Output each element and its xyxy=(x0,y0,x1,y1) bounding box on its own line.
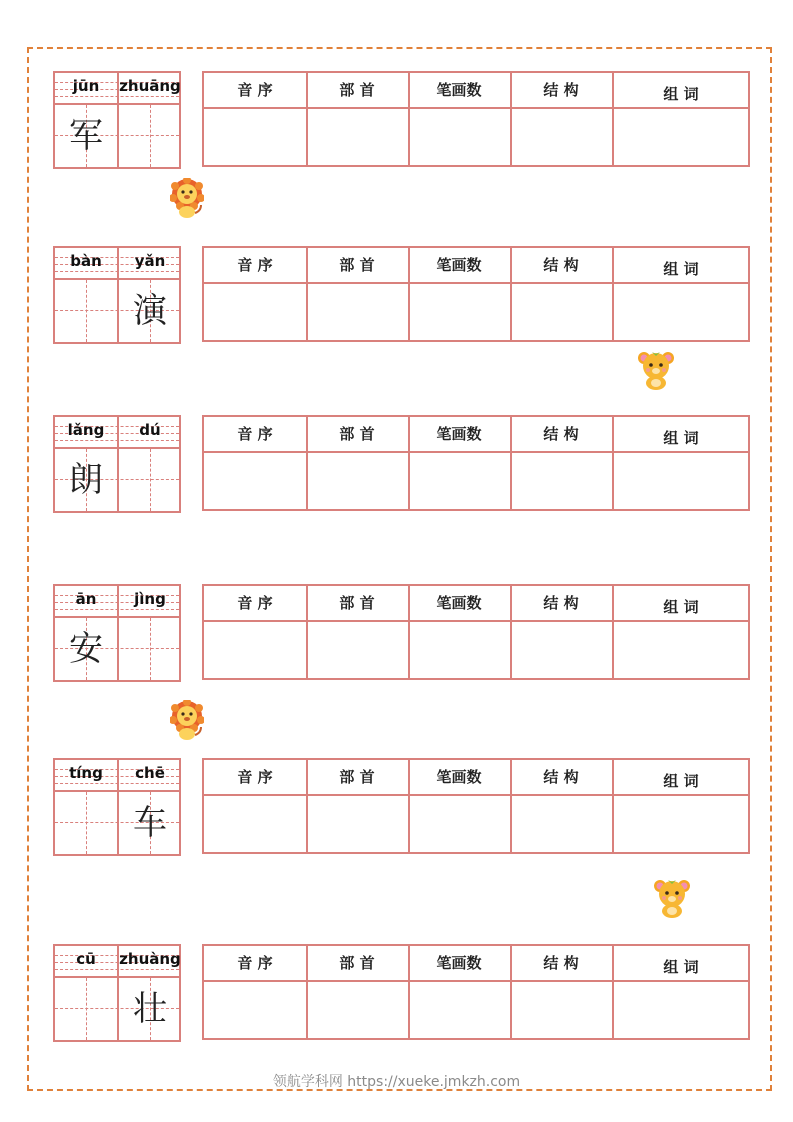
pinyin-label: zhuàng xyxy=(119,950,181,968)
character-cell[interactable]: 安 xyxy=(69,629,103,669)
table-header-cell: 音 序 xyxy=(237,594,273,612)
answer-cell[interactable] xyxy=(308,796,408,852)
bear-icon xyxy=(652,878,692,918)
table-header-cell: 组 词 xyxy=(663,85,699,103)
pinyin-label: jūn xyxy=(72,77,100,95)
grid-guide-vertical xyxy=(86,792,87,854)
answer-cell[interactable] xyxy=(614,982,750,1038)
answer-cell[interactable] xyxy=(308,284,408,340)
table-header-cell: 部 首 xyxy=(339,954,375,972)
table-header-row xyxy=(204,760,748,796)
pinyin-row xyxy=(55,946,179,978)
table-header-cell: 笔画数 xyxy=(436,954,482,972)
answer-cell[interactable] xyxy=(308,622,408,678)
answer-cell[interactable] xyxy=(410,453,510,509)
answer-cell[interactable] xyxy=(410,622,510,678)
tianzige-box xyxy=(53,944,181,1042)
pinyin-label: lǎng xyxy=(67,421,105,439)
table-header-cell: 部 首 xyxy=(339,81,375,99)
character-row xyxy=(0,584,793,684)
tianzige-box xyxy=(53,758,181,856)
table-header-cell: 音 序 xyxy=(237,425,273,443)
pinyin-label: ān xyxy=(75,590,97,608)
table-header-cell: 笔画数 xyxy=(436,81,482,99)
table-header-cell: 结 构 xyxy=(543,954,579,972)
table-header-cell: 结 构 xyxy=(543,425,579,443)
table-header-cell: 组 词 xyxy=(663,429,699,447)
table-header-cell: 笔画数 xyxy=(436,425,482,443)
cell-divider xyxy=(117,449,119,511)
answer-cell[interactable] xyxy=(512,109,612,165)
pinyin-label: yǎn xyxy=(134,252,166,270)
table-header-cell: 结 构 xyxy=(543,81,579,99)
table-header-cell: 部 首 xyxy=(339,425,375,443)
pinyin-row xyxy=(55,73,179,105)
table-header-cell: 部 首 xyxy=(339,256,375,274)
table-header-cell: 组 词 xyxy=(663,958,699,976)
table-header-cell: 音 序 xyxy=(237,81,273,99)
table-header-cell: 笔画数 xyxy=(436,768,482,786)
pinyin-label: dú xyxy=(139,421,161,439)
grid-guide-vertical xyxy=(86,978,87,1040)
tianzige-box xyxy=(53,584,181,682)
character-cells xyxy=(55,105,179,167)
tianzige-box xyxy=(53,71,181,169)
footer-watermark: 领航学科网 https://xueke.jmkzh.com xyxy=(272,1074,521,1090)
character-info-table xyxy=(202,246,750,342)
table-header-cell: 音 序 xyxy=(237,768,273,786)
answer-cell[interactable] xyxy=(614,453,750,509)
table-header-cell: 音 序 xyxy=(237,256,273,274)
answer-cell[interactable] xyxy=(614,109,750,165)
table-header-cell: 组 词 xyxy=(663,772,699,790)
answer-cell[interactable] xyxy=(410,982,510,1038)
table-header-row xyxy=(204,417,748,453)
pinyin-label: bàn xyxy=(70,252,102,270)
answer-cell[interactable] xyxy=(308,109,408,165)
answer-cell[interactable] xyxy=(614,284,750,340)
answer-cell[interactable] xyxy=(614,796,750,852)
character-cells xyxy=(55,280,179,342)
table-header-cell: 组 词 xyxy=(663,260,699,278)
table-header-row xyxy=(204,586,748,622)
answer-cell[interactable] xyxy=(308,982,408,1038)
character-cells xyxy=(55,978,179,1040)
character-cell[interactable]: 军 xyxy=(69,116,103,156)
table-header-cell: 部 首 xyxy=(339,768,375,786)
character-info-table xyxy=(202,584,750,680)
answer-cell[interactable] xyxy=(206,622,306,678)
cell-divider xyxy=(117,618,119,680)
answer-cell[interactable] xyxy=(410,284,510,340)
table-header-cell: 笔画数 xyxy=(436,256,482,274)
pinyin-label: tíng xyxy=(69,764,103,782)
character-row xyxy=(0,415,793,515)
pinyin-row xyxy=(55,586,179,618)
grid-guide-vertical xyxy=(86,280,87,342)
table-header-cell: 音 序 xyxy=(237,954,273,972)
character-row xyxy=(0,758,793,858)
character-row xyxy=(0,71,793,171)
character-row xyxy=(0,246,793,346)
character-cells xyxy=(55,792,179,854)
cell-divider xyxy=(117,105,119,167)
grid-guide-vertical xyxy=(150,105,151,167)
character-cell[interactable]: 演 xyxy=(133,291,167,331)
character-cells xyxy=(55,618,179,680)
bear-icon xyxy=(636,350,676,390)
answer-cell[interactable] xyxy=(410,109,510,165)
table-header-cell: 组 词 xyxy=(663,598,699,616)
lion-icon xyxy=(170,178,204,218)
grid-guide-vertical xyxy=(150,449,151,511)
answer-cell[interactable] xyxy=(512,622,612,678)
answer-cell[interactable] xyxy=(512,982,612,1038)
answer-cell[interactable] xyxy=(512,796,612,852)
grid-guide-vertical xyxy=(150,618,151,680)
pinyin-label: cū xyxy=(76,950,96,968)
table-header-row xyxy=(204,248,748,284)
character-info-table xyxy=(202,944,750,1040)
table-header-row xyxy=(204,73,748,109)
tianzige-box xyxy=(53,415,181,513)
answer-cell[interactable] xyxy=(206,109,306,165)
answer-cell[interactable] xyxy=(614,622,750,678)
table-header-cell: 笔画数 xyxy=(436,594,482,612)
pinyin-label: zhuāng xyxy=(119,77,181,95)
pinyin-row xyxy=(55,248,179,280)
answer-cell[interactable] xyxy=(206,796,306,852)
character-info-table xyxy=(202,71,750,167)
pinyin-row xyxy=(55,417,179,449)
character-cell[interactable]: 壮 xyxy=(133,989,167,1029)
character-cell[interactable]: 朗 xyxy=(69,460,103,500)
pinyin-label: jìng xyxy=(134,590,166,608)
table-header-row xyxy=(204,946,748,982)
answer-cell[interactable] xyxy=(206,982,306,1038)
table-header-cell: 结 构 xyxy=(543,594,579,612)
character-row xyxy=(0,944,793,1044)
pinyin-row xyxy=(55,760,179,792)
answer-cell[interactable] xyxy=(512,284,612,340)
lion-icon xyxy=(170,700,204,740)
table-header-cell: 结 构 xyxy=(543,256,579,274)
answer-cell[interactable] xyxy=(206,284,306,340)
table-header-cell: 部 首 xyxy=(339,594,375,612)
character-info-table xyxy=(202,758,750,854)
character-info-table xyxy=(202,415,750,511)
answer-cell[interactable] xyxy=(206,453,306,509)
answer-cell[interactable] xyxy=(410,796,510,852)
pinyin-label: chē xyxy=(135,764,165,782)
tianzige-box xyxy=(53,246,181,344)
character-cell[interactable]: 车 xyxy=(133,803,167,843)
character-cells xyxy=(55,449,179,511)
answer-cell[interactable] xyxy=(512,453,612,509)
answer-cell[interactable] xyxy=(308,453,408,509)
table-header-cell: 结 构 xyxy=(543,768,579,786)
page-border xyxy=(27,47,772,1091)
